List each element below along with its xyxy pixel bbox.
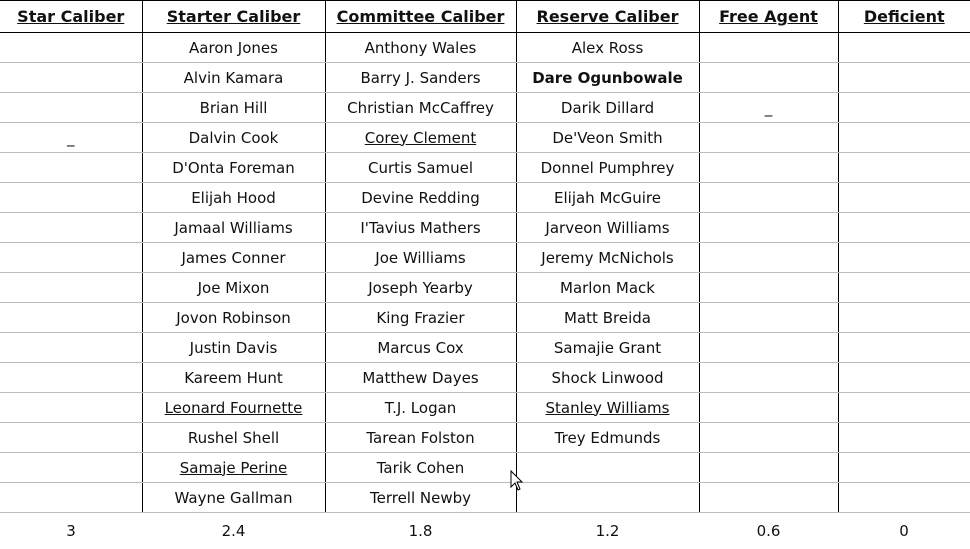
table-row (0, 63, 970, 93)
table-cell[interactable] (838, 303, 970, 333)
table-cell[interactable] (699, 183, 838, 213)
cell-text: Donnel Pumphrey (540, 158, 675, 177)
table-cell[interactable] (699, 363, 838, 393)
table-cell[interactable] (142, 393, 325, 423)
table-cell[interactable] (142, 423, 325, 453)
table-cell[interactable] (325, 123, 516, 153)
table-cell[interactable] (838, 393, 970, 423)
cell-text: Shock Linwood (551, 368, 664, 387)
table-row (0, 453, 970, 483)
cell-text: Joseph Yearby (368, 278, 473, 297)
cell-text: Christian McCaffrey (347, 98, 494, 117)
table-cell[interactable] (516, 453, 699, 483)
table-cell[interactable] (0, 93, 142, 123)
table-cell[interactable] (516, 333, 699, 363)
table-cell[interactable] (838, 123, 970, 153)
table-cell[interactable] (325, 393, 516, 423)
cell-text: Darik Dillard (560, 98, 655, 117)
table-cell[interactable] (699, 483, 838, 513)
cell-text: Jarveon Williams (545, 218, 670, 237)
score-star: 3 (66, 522, 76, 540)
cell-text: Anthony Wales (364, 38, 477, 57)
cell-text: Marlon Mack (560, 278, 655, 297)
table-cell[interactable] (0, 183, 142, 213)
table-row (0, 243, 970, 273)
table-row (0, 333, 970, 363)
header-deficient: Deficient (838, 1, 970, 33)
cell-text: Tarik Cohen (376, 458, 465, 477)
table-row (0, 33, 970, 63)
table-row (0, 363, 970, 393)
table-cell[interactable] (516, 243, 699, 273)
cell-text: Rushel Shell (187, 428, 280, 447)
table-cell[interactable] (142, 483, 325, 513)
cell-text: Tarean Folston (366, 428, 475, 447)
table-cell[interactable] (838, 33, 970, 63)
table-cell[interactable] (516, 93, 699, 123)
table-row (0, 213, 970, 243)
table-cell[interactable] (0, 333, 142, 363)
table-cell[interactable] (142, 243, 325, 273)
table-cell[interactable] (699, 243, 838, 273)
table-cell[interactable] (699, 63, 838, 93)
table-cell[interactable] (142, 153, 325, 183)
table-cell[interactable] (0, 303, 142, 333)
table-cell[interactable] (325, 63, 516, 93)
cell-text: Joe Mixon (197, 278, 270, 297)
table-cell[interactable] (516, 153, 699, 183)
table-cell[interactable] (699, 153, 838, 183)
table-cell[interactable] (325, 303, 516, 333)
header-row (0, 1, 970, 33)
table-cell[interactable] (516, 303, 699, 333)
table-cell[interactable] (325, 93, 516, 123)
cell-text: De'Veon Smith (552, 128, 663, 147)
table-cell[interactable] (516, 393, 699, 423)
cell-text: Alvin Kamara (183, 68, 284, 87)
table-cell[interactable] (325, 273, 516, 303)
table-cell[interactable] (325, 483, 516, 513)
cell-text: Corey Clement (364, 128, 477, 147)
cell-text: Jamaal Williams (174, 218, 293, 237)
table-row (0, 183, 970, 213)
table-cell[interactable] (699, 333, 838, 363)
table-body (0, 33, 970, 513)
table-cell[interactable] (516, 213, 699, 243)
table-cell[interactable] (0, 363, 142, 393)
table-cell[interactable] (838, 63, 970, 93)
table-cell[interactable] (699, 123, 838, 153)
cell-text: Samaje Perine (179, 458, 288, 477)
header-starter-caliber: Starter Caliber (142, 1, 325, 33)
table-cell[interactable] (699, 273, 838, 303)
header-star-caliber: Star Caliber (0, 1, 142, 33)
cell-text: Stanley Williams (545, 398, 670, 417)
header-reserve-caliber: Reserve Caliber (516, 1, 699, 33)
table-cell[interactable] (0, 123, 142, 153)
cell-text: Leonard Fournette (164, 398, 303, 417)
cell-text: Trey Edmunds (554, 428, 661, 447)
table-cell[interactable] (699, 423, 838, 453)
table-cell[interactable] (516, 183, 699, 213)
table-cell[interactable] (142, 213, 325, 243)
score-reserve: 1.2 (595, 522, 620, 540)
cell-text: Jeremy McNichols (541, 248, 674, 267)
cell-text: Curtis Samuel (367, 158, 473, 177)
cell-text: Aaron Jones (189, 38, 278, 57)
cell-text: _ (67, 128, 75, 147)
score-committee: 1.8 (408, 522, 433, 540)
table-cell[interactable] (0, 243, 142, 273)
table-cell[interactable] (142, 273, 325, 303)
table-row (0, 93, 970, 123)
table-cell[interactable] (0, 483, 142, 513)
table-cell[interactable] (325, 243, 516, 273)
table-cell[interactable] (699, 303, 838, 333)
cell-text: Jovon Robinson (176, 308, 291, 327)
table-cell[interactable] (0, 153, 142, 183)
table-cell[interactable] (838, 243, 970, 273)
cell-text: Elijah Hood (191, 188, 276, 207)
table-cell[interactable] (325, 213, 516, 243)
table-row (0, 303, 970, 333)
cell-text: Joe Williams (375, 248, 466, 267)
table-cell[interactable] (325, 33, 516, 63)
table-cell[interactable] (142, 183, 325, 213)
table-cell[interactable] (142, 333, 325, 363)
table-cell[interactable] (838, 183, 970, 213)
table-cell[interactable] (142, 363, 325, 393)
table-cell[interactable] (142, 123, 325, 153)
table-cell[interactable] (142, 63, 325, 93)
table-cell[interactable] (838, 333, 970, 363)
cell-text: Dare Ogunbowale (532, 68, 683, 87)
cell-text: Barry J. Sanders (360, 68, 481, 87)
table-cell[interactable] (516, 423, 699, 453)
cell-text: King Frazier (376, 308, 465, 327)
score-starter: 2.4 (221, 522, 246, 540)
table-cell[interactable] (516, 33, 699, 63)
table-cell[interactable] (838, 213, 970, 243)
table-cell[interactable] (142, 33, 325, 63)
table-cell[interactable] (838, 453, 970, 483)
cell-text: Wayne Gallman (174, 488, 293, 507)
cell-text: Samajie Grant (553, 338, 662, 357)
cell-text: Justin Davis (189, 338, 278, 357)
table-cell[interactable] (0, 423, 142, 453)
table-cell[interactable] (699, 393, 838, 423)
table-cell[interactable] (0, 393, 142, 423)
cell-text: T.J. Logan (384, 398, 457, 417)
score-row (0, 516, 970, 546)
table-cell[interactable] (0, 213, 142, 243)
table-cell[interactable] (838, 153, 970, 183)
table-cell[interactable] (838, 93, 970, 123)
cell-text: Kareem Hunt (184, 368, 283, 387)
table-cell[interactable] (142, 93, 325, 123)
table-cell[interactable] (325, 333, 516, 363)
table-cell[interactable] (516, 123, 699, 153)
table-cell[interactable] (142, 303, 325, 333)
table-cell[interactable] (838, 273, 970, 303)
table-row (0, 423, 970, 453)
table-cell[interactable] (699, 93, 838, 123)
table-cell[interactable] (838, 363, 970, 393)
table-cell[interactable] (0, 273, 142, 303)
table-row (0, 273, 970, 303)
table-cell[interactable] (516, 483, 699, 513)
score-deficient: 0 (899, 522, 909, 540)
table-row (0, 483, 970, 513)
table-cell[interactable] (516, 273, 699, 303)
cell-text: Marcus Cox (377, 338, 464, 357)
table-cell[interactable] (838, 423, 970, 453)
cell-text: Elijah McGuire (554, 188, 661, 207)
header-committee-caliber: Committee Caliber (325, 1, 516, 33)
table-row (0, 153, 970, 183)
cell-text: D'Onta Foreman (172, 158, 295, 177)
table-cell[interactable] (0, 63, 142, 93)
cell-text: Matt Breida (564, 308, 651, 327)
table-cell[interactable] (0, 33, 142, 63)
table-cell[interactable] (699, 453, 838, 483)
table-cell[interactable] (325, 153, 516, 183)
score-free-agent: 0.6 (756, 522, 781, 540)
table-cell[interactable] (516, 363, 699, 393)
cell-text: Alex Ross (571, 38, 644, 57)
table-cell[interactable] (325, 423, 516, 453)
table-row (0, 393, 970, 423)
table-cell[interactable] (325, 363, 516, 393)
table-cell[interactable] (142, 453, 325, 483)
table-cell[interactable] (0, 453, 142, 483)
mouse-pointer-icon (510, 470, 524, 492)
cell-text: Devine Redding (361, 188, 480, 207)
cell-text: _ (764, 98, 773, 117)
table-cell[interactable] (838, 483, 970, 513)
table-row (0, 123, 970, 153)
table-cell[interactable] (699, 213, 838, 243)
table-cell[interactable] (325, 453, 516, 483)
cell-text: Matthew Dayes (362, 368, 479, 387)
cell-text: Dalvin Cook (188, 128, 279, 147)
table-cell[interactable] (516, 63, 699, 93)
cell-text: I'Tavius Mathers (360, 218, 481, 237)
table-cell[interactable] (699, 33, 838, 63)
cell-text: James Conner (181, 248, 286, 267)
header-free-agent: Free Agent (699, 1, 838, 33)
cell-text: Terrell Newby (369, 488, 472, 507)
cell-text: Brian Hill (199, 98, 268, 117)
table-cell[interactable] (325, 183, 516, 213)
